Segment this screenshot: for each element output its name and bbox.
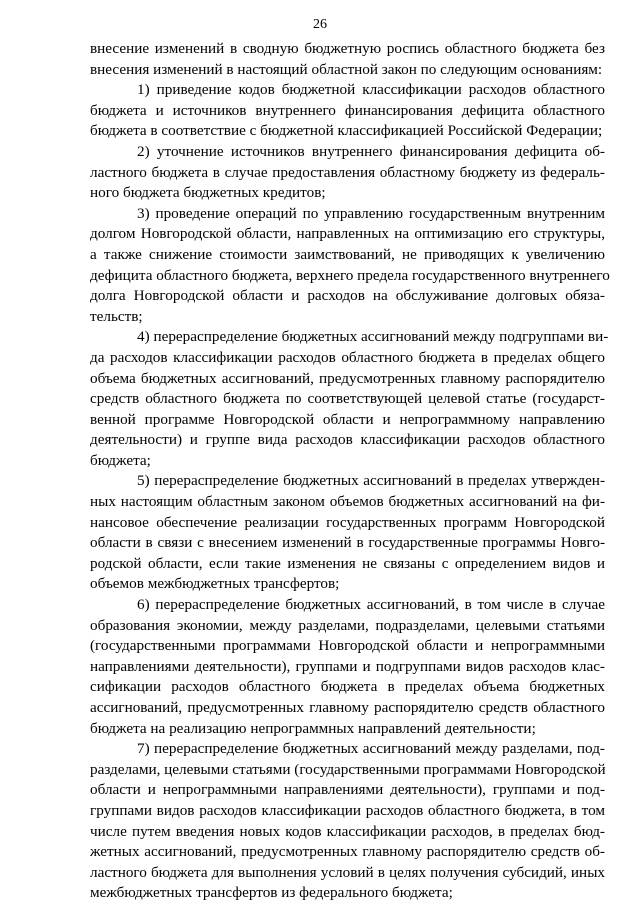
text-line: группами видов расходов классификации расходов областного бюджета, в том	[90, 801, 605, 819]
text-line: 3) проведение операций по управлению государственным внутренним	[137, 204, 605, 222]
text-line: образования экономии, между разделами, подразделами, целевыми статьями	[90, 616, 605, 634]
text-line: области и непрограммными направлениями деятельности), группами и под-	[90, 781, 605, 799]
text-line: родской области, если такие изменения не связаны с определением видов и	[90, 554, 605, 572]
text-line: объемов межбюджетных трансфертов;	[90, 575, 340, 593]
text-line: 1) приведение кодов бюджетной классификации расходов областного	[137, 81, 605, 99]
text-line: а также снижение стоимости заимствований, не приводящих к увеличению	[90, 245, 605, 263]
text-line: 6) перераспределение бюджетных ассигнований, в том числе в случае	[137, 596, 605, 614]
text-line: бюджета на реализацию непрограммных направлений деятельности;	[90, 719, 536, 737]
text-line: 4) перераспределение бюджетных ассигнований между подгруппами ви-	[137, 328, 609, 346]
page-number: 26	[313, 17, 327, 32]
text-line: да расходов классификации расходов областного бюджета в пределах общего	[90, 348, 605, 366]
text-line: области в связи с внесением изменений в государственные программы Новго-	[90, 534, 605, 552]
text-line: венной программе Новгородской области и непрограммному направлению	[90, 410, 605, 428]
text-line: ных настоящим областным законом объемов бюджетных ассигнований на фи-	[90, 493, 605, 511]
text-line: ластного бюджета в случае предоставления областному бюджету из федераль-	[90, 163, 605, 181]
text-line: межбюджетных трансфертов из федерального бюджета;	[90, 884, 453, 902]
text-line: тельств;	[90, 307, 143, 325]
text-line: внесения изменений в настоящий областной закон по следующим основаниям:	[90, 60, 603, 78]
text-line: бюджета и источников внутреннего финансирования дефицита областного	[90, 101, 605, 119]
text-line: 7) перераспределение бюджетных ассигнований между разделами, под-	[137, 740, 605, 758]
text-line: (государственными программами Новгородской области и непрограммными	[90, 637, 605, 655]
text-line: внесение изменений в сводную бюджетную роспись областного бюджета без	[90, 40, 605, 57]
text-line: дефицита областного бюджета, верхнего предела государственного внутреннего	[90, 266, 610, 284]
text-line: ластного бюджета для выполнения условий в целях получения субсидий, иных	[90, 863, 605, 881]
text-line: долгом Новгородской области, направленных на оптимизацию его структуры,	[90, 225, 605, 243]
text-line: направлениями деятельности), группами и подгруппами видов расходов клас-	[90, 657, 605, 675]
text-line: жетных ассигнований, предусмотренных главному распорядителю средств об-	[90, 843, 605, 861]
text-line: бюджета;	[90, 451, 151, 469]
text-line: средств областного бюджета по соответствующей целевой статье (государст-	[90, 390, 605, 408]
text-line: сификации расходов областного бюджета в пределах объема бюджетных	[90, 678, 605, 696]
text-line: бюджета в соответствие с бюджетной классификацией Российской Федерации;	[90, 122, 603, 140]
text-line: 2) уточнение источников внутреннего финансирования дефицита об-	[137, 142, 605, 160]
text-line: нансовое обеспечение реализации государственных программ Новгородской	[90, 513, 605, 531]
text-line: ассигнований, предусмотренных главному распорядителю средств областного	[90, 699, 605, 716]
text-line: ного бюджета бюджетных кредитов;	[90, 184, 326, 202]
body-text	[90, 39, 610, 904]
text-line: объема бюджетных ассигнований, предусмотренных главному распорядителю	[90, 369, 605, 387]
text-line: деятельности) и группе вида расходов классификации расходов областного	[90, 431, 605, 449]
text-line: долга Новгородской области и расходов на обслуживание долговых обяза-	[90, 287, 605, 305]
text-line: 5) перераспределение бюджетных ассигнований в пределах утвержден-	[137, 472, 605, 490]
text-line: разделами, целевыми статьями (государственными программами Новгородской	[90, 760, 606, 778]
text-line: числе путем введения новых кодов классификации расходов, в пределах бюд-	[90, 822, 605, 840]
